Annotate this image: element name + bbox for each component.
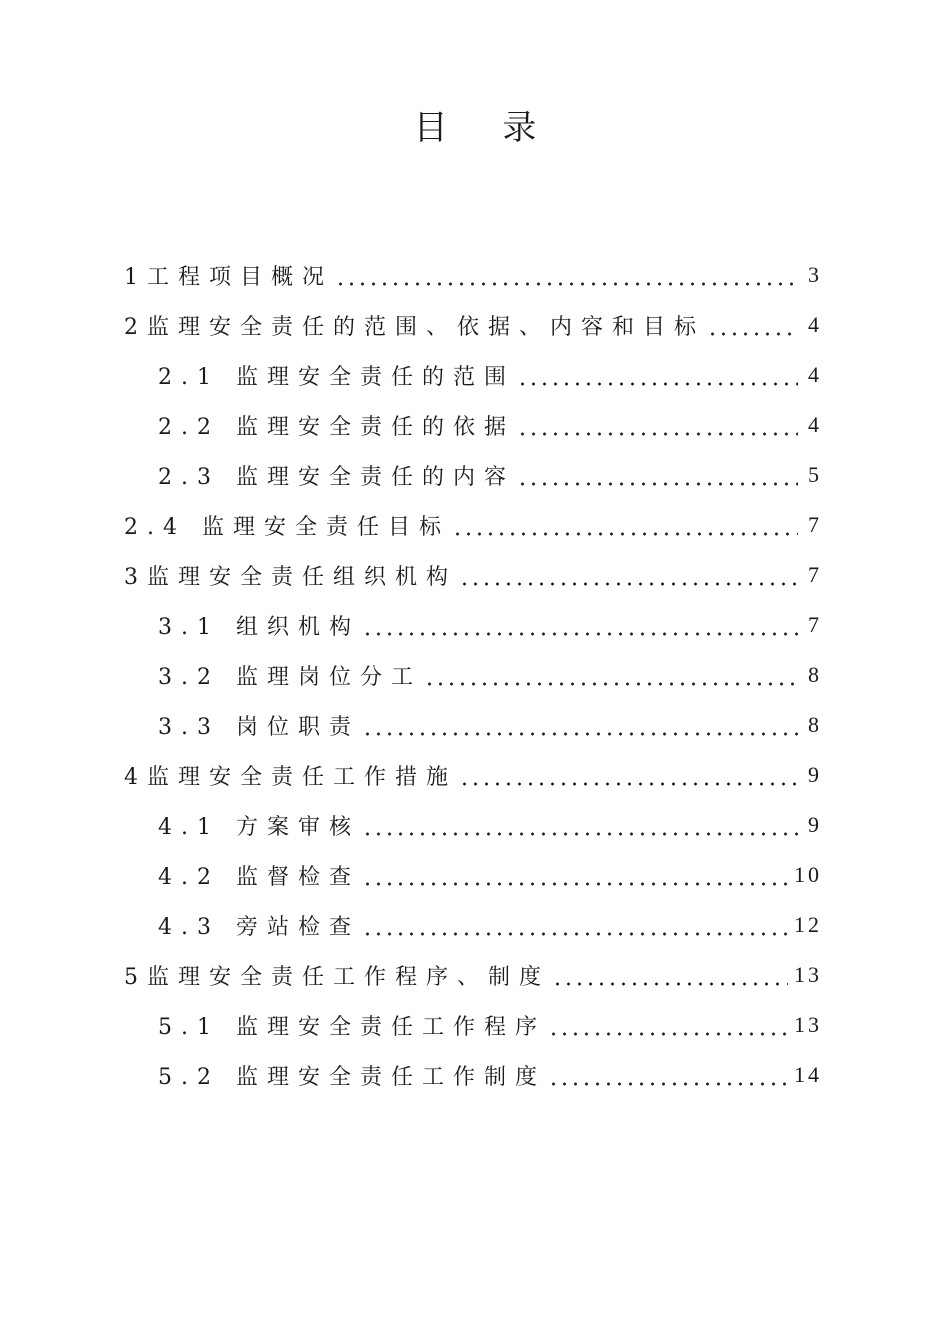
toc-entry-label: 5.2 监理安全责任工作制度 (158, 1064, 546, 1090)
toc-entry[interactable] (0, 950, 950, 1000)
toc-dot-leader (459, 564, 798, 586)
toc-entry[interactable] (0, 650, 950, 700)
toc-entry-label: 4监理安全责任工作措施 (124, 764, 457, 790)
toc-entry[interactable] (0, 900, 950, 950)
toc-entry-label: 4.2 监督检查 (158, 864, 360, 890)
toc-page-number: 4 (808, 312, 822, 337)
toc-entry[interactable] (0, 600, 950, 650)
toc-entry-label: 4.3 旁站检查 (158, 914, 360, 940)
toc-entry[interactable] (0, 1000, 950, 1050)
toc-entry[interactable] (0, 750, 950, 800)
toc-entry-label: 4.1 方案审核 (158, 814, 360, 840)
toc-entry-label: 3.3 岗位职责 (158, 714, 360, 740)
toc-dot-leader (517, 364, 798, 386)
toc-page-number: 3 (808, 262, 822, 287)
toc-entry[interactable] (0, 550, 950, 600)
toc-page-number: 7 (808, 562, 822, 587)
toc-dot-leader (362, 714, 798, 736)
toc-page-number: 10 (794, 862, 822, 887)
toc-page-number: 7 (808, 512, 822, 537)
toc-page-number: 9 (808, 762, 822, 787)
toc-page-number: 4 (808, 362, 822, 387)
toc-entry[interactable] (0, 450, 950, 500)
toc-dot-leader (459, 764, 798, 786)
toc-entry-label: 5监理安全责任工作程序、制度 (124, 964, 550, 990)
toc-page-number: 5 (808, 462, 822, 487)
toc-entry-label: 2.4 监理安全责任目标 (124, 514, 450, 540)
toc-entry[interactable] (0, 350, 950, 400)
toc-page-number: 9 (808, 812, 822, 837)
toc-page-number: 12 (794, 912, 822, 937)
toc-entry-label: 3监理安全责任组织机构 (124, 564, 457, 590)
page-title: 目 录 (413, 108, 559, 148)
toc-entry-label: 2.1 监理安全责任的范围 (158, 364, 515, 390)
toc-page-number: 8 (808, 662, 822, 687)
toc-entry-label: 2.2 监理安全责任的依据 (158, 414, 515, 440)
toc-entry[interactable] (0, 800, 950, 850)
toc-page-number: 4 (808, 412, 822, 437)
toc-entry-label: 3.1 组织机构 (158, 614, 360, 640)
toc-dot-leader (335, 264, 798, 286)
toc-entry-label: 2.3 监理安全责任的内容 (158, 464, 515, 490)
toc-dot-leader (362, 814, 798, 836)
toc-dot-leader (362, 864, 788, 886)
toc-entry[interactable] (0, 250, 950, 300)
toc-entry[interactable] (0, 300, 950, 350)
toc-dot-leader (707, 314, 798, 336)
toc-dot-leader (362, 914, 788, 936)
toc-page-number: 13 (794, 962, 822, 987)
toc-entry[interactable] (0, 400, 950, 450)
toc-dot-leader (424, 664, 798, 686)
toc-page-number: 14 (794, 1062, 822, 1087)
toc-dot-leader (552, 964, 788, 986)
toc-dot-leader (362, 614, 798, 636)
toc-entry[interactable] (0, 850, 950, 900)
toc-dot-leader (517, 414, 798, 436)
toc-page-number: 13 (794, 1012, 822, 1037)
toc-dot-leader (548, 1064, 788, 1086)
toc-entry[interactable] (0, 1050, 950, 1100)
toc-entry[interactable] (0, 500, 950, 550)
toc-entry-label: 5.1 监理安全责任工作程序 (158, 1014, 546, 1040)
toc-dot-leader (548, 1014, 788, 1036)
toc-entry-label: 3.2 监理岗位分工 (158, 664, 422, 690)
toc-entry-label: 1工程项目概况 (124, 264, 333, 290)
table-of-contents (0, 250, 950, 1100)
toc-page-number: 8 (808, 712, 822, 737)
toc-page-number: 7 (808, 612, 822, 637)
toc-dot-leader (517, 464, 798, 486)
toc-entry[interactable] (0, 700, 950, 750)
toc-entry-label: 2监理安全责任的范围、依据、内容和目标 (124, 314, 705, 340)
toc-dot-leader (452, 514, 798, 536)
